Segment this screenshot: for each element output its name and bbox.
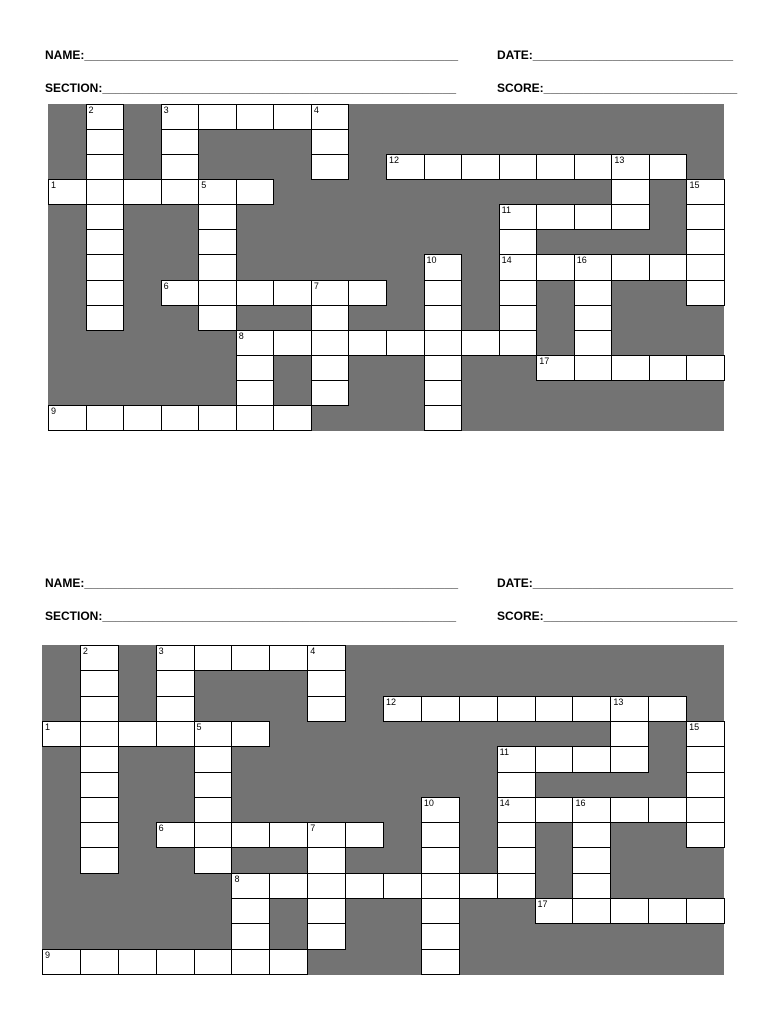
answer-cell[interactable] xyxy=(686,204,725,230)
crossword-grid xyxy=(48,104,724,430)
answer-cell[interactable] xyxy=(123,179,162,205)
answer-cell[interactable] xyxy=(80,670,119,696)
answer-cell[interactable] xyxy=(536,355,575,381)
block-cell xyxy=(536,405,574,431)
clue-number: 1 xyxy=(51,180,57,191)
score-field[interactable]: SCORE:_____________________________ xyxy=(497,81,738,95)
answer-cell[interactable] xyxy=(156,949,195,975)
answer-cell[interactable] xyxy=(611,154,650,180)
block-cell xyxy=(649,405,687,431)
answer-cell[interactable] xyxy=(611,355,650,381)
answer-cell[interactable] xyxy=(273,405,312,431)
answer-cell[interactable] xyxy=(161,154,200,180)
answer-cell[interactable] xyxy=(459,873,498,899)
block-cell xyxy=(610,949,648,975)
answer-cell[interactable] xyxy=(161,179,200,205)
answer-cell[interactable] xyxy=(535,746,574,772)
answer-cell[interactable] xyxy=(198,254,237,280)
clue-number: 9 xyxy=(51,405,57,416)
answer-cell[interactable] xyxy=(311,280,350,306)
clue-number: 3 xyxy=(163,105,169,115)
answer-cell[interactable] xyxy=(86,229,125,255)
clue-number: 5 xyxy=(196,721,202,732)
section-field[interactable]: SECTION:_____________________________________________________ xyxy=(45,81,457,95)
answer-cell[interactable] xyxy=(499,254,538,280)
answer-cell[interactable] xyxy=(86,179,125,205)
answer-cell[interactable] xyxy=(311,154,350,180)
answer-cell[interactable] xyxy=(574,254,613,280)
answer-cell[interactable] xyxy=(311,104,350,130)
answer-cell[interactable] xyxy=(345,822,384,848)
answer-cell[interactable] xyxy=(610,898,649,924)
answer-cell[interactable] xyxy=(80,847,119,873)
answer-cell[interactable] xyxy=(161,129,200,155)
answer-cell[interactable] xyxy=(572,797,611,823)
clue-number: 10 xyxy=(426,255,437,266)
answer-cell[interactable] xyxy=(118,721,157,747)
answer-cell[interactable] xyxy=(497,772,536,798)
clue-number: 17 xyxy=(539,355,550,366)
answer-cell[interactable] xyxy=(686,280,725,306)
answer-cell[interactable] xyxy=(231,923,270,949)
answer-cell[interactable] xyxy=(194,645,233,671)
answer-cell[interactable] xyxy=(686,254,725,280)
block-cell xyxy=(572,949,610,975)
answer-cell[interactable] xyxy=(307,898,346,924)
answer-cell[interactable] xyxy=(48,405,87,431)
answer-cell[interactable] xyxy=(231,645,270,671)
answer-cell[interactable] xyxy=(307,645,346,671)
clue-number: 4 xyxy=(310,646,316,656)
answer-cell[interactable] xyxy=(161,280,200,306)
answer-cell[interactable] xyxy=(194,797,233,823)
answer-cell[interactable] xyxy=(42,721,81,747)
answer-cell[interactable] xyxy=(118,949,157,975)
clue-number: 1 xyxy=(45,721,51,732)
answer-cell[interactable] xyxy=(611,204,650,230)
clue-number: 6 xyxy=(163,280,169,291)
answer-cell[interactable] xyxy=(535,696,574,722)
answer-cell[interactable] xyxy=(686,746,725,772)
answer-cell[interactable] xyxy=(80,949,119,975)
answer-cell[interactable] xyxy=(421,923,460,949)
answer-cell[interactable] xyxy=(686,229,725,255)
answer-cell[interactable] xyxy=(123,405,162,431)
answer-cell[interactable] xyxy=(80,645,119,671)
answer-cell[interactable] xyxy=(273,104,312,130)
answer-cell[interactable] xyxy=(80,822,119,848)
answer-cell[interactable] xyxy=(156,645,195,671)
answer-cell[interactable] xyxy=(649,154,688,180)
answer-cell[interactable] xyxy=(421,797,460,823)
answer-cell[interactable] xyxy=(86,104,125,130)
clue-number: 5 xyxy=(201,180,207,191)
answer-cell[interactable] xyxy=(497,797,536,823)
clue-number: 13 xyxy=(614,155,625,166)
clue-number: 2 xyxy=(88,105,94,115)
answer-cell[interactable] xyxy=(383,696,422,722)
block-cell xyxy=(386,405,424,431)
answer-cell[interactable] xyxy=(42,949,81,975)
answer-cell[interactable] xyxy=(497,847,536,873)
clue-number: 11 xyxy=(499,747,509,758)
block-cell xyxy=(611,405,649,431)
answer-cell[interactable] xyxy=(86,405,125,431)
answer-cell[interactable] xyxy=(273,330,312,356)
clue-number: 8 xyxy=(234,873,240,884)
answer-cell[interactable] xyxy=(424,330,463,356)
answer-cell[interactable] xyxy=(273,280,312,306)
answer-cell[interactable] xyxy=(461,154,500,180)
answer-cell[interactable] xyxy=(386,330,425,356)
answer-cell[interactable] xyxy=(572,746,611,772)
answer-cell[interactable] xyxy=(421,873,460,899)
crossword-grid xyxy=(42,645,724,974)
name-field[interactable]: NAME:________________________________________________________ xyxy=(45,576,459,590)
clue-number: 9 xyxy=(45,949,51,960)
answer-cell[interactable] xyxy=(269,949,308,975)
block-cell xyxy=(307,949,345,975)
block-cell xyxy=(497,949,535,975)
answer-cell[interactable] xyxy=(86,305,125,331)
answer-cell[interactable] xyxy=(421,847,460,873)
answer-cell[interactable] xyxy=(497,746,536,772)
answer-cell[interactable] xyxy=(194,822,233,848)
clue-number: 12 xyxy=(389,155,400,166)
answer-cell[interactable] xyxy=(574,280,613,306)
answer-cell[interactable] xyxy=(311,330,350,356)
clue-number: 7 xyxy=(310,823,316,834)
answer-cell[interactable] xyxy=(348,330,387,356)
answer-cell[interactable] xyxy=(80,797,119,823)
answer-cell[interactable] xyxy=(311,305,350,331)
answer-cell[interactable] xyxy=(236,355,275,381)
answer-cell[interactable] xyxy=(156,721,195,747)
answer-cell[interactable] xyxy=(649,355,688,381)
clue-number: 15 xyxy=(689,721,700,732)
answer-cell[interactable] xyxy=(421,898,460,924)
answer-cell[interactable] xyxy=(194,949,233,975)
clue-number: 4 xyxy=(313,105,319,115)
answer-cell[interactable] xyxy=(574,204,613,230)
answer-cell[interactable] xyxy=(686,772,725,798)
answer-cell[interactable] xyxy=(424,254,463,280)
answer-cell[interactable] xyxy=(610,696,649,722)
clue-number: 3 xyxy=(158,646,164,656)
answer-cell[interactable] xyxy=(236,330,275,356)
answer-cell[interactable] xyxy=(194,847,233,873)
answer-cell[interactable] xyxy=(307,847,346,873)
clue-number: 12 xyxy=(386,696,397,707)
block-cell xyxy=(345,949,383,975)
answer-cell[interactable] xyxy=(383,873,422,899)
answer-cell[interactable] xyxy=(231,949,270,975)
answer-cell[interactable] xyxy=(499,229,538,255)
clue-number: 16 xyxy=(576,255,587,266)
score-field[interactable]: SCORE:_____________________________ xyxy=(497,609,738,623)
answer-cell[interactable] xyxy=(236,104,275,130)
date-field[interactable]: DATE:______________________________ xyxy=(497,48,733,62)
answer-cell[interactable] xyxy=(86,154,125,180)
answer-cell[interactable] xyxy=(161,104,200,130)
clue-number: 16 xyxy=(575,797,586,808)
clue-number: 7 xyxy=(313,280,319,291)
answer-cell[interactable] xyxy=(686,822,725,848)
answer-cell[interactable] xyxy=(86,204,125,230)
clue-number: 2 xyxy=(82,646,88,656)
answer-cell[interactable] xyxy=(198,179,237,205)
answer-cell[interactable] xyxy=(536,254,575,280)
answer-cell[interactable] xyxy=(497,873,536,899)
answer-cell[interactable] xyxy=(497,696,536,722)
answer-cell[interactable] xyxy=(536,204,575,230)
answer-cell[interactable] xyxy=(610,721,649,747)
answer-cell[interactable] xyxy=(194,721,233,747)
answer-cell[interactable] xyxy=(499,305,538,331)
block-cell xyxy=(648,949,686,975)
answer-cell[interactable] xyxy=(80,721,119,747)
answer-cell[interactable] xyxy=(161,405,200,431)
answer-cell[interactable] xyxy=(307,696,346,722)
answer-cell[interactable] xyxy=(649,254,688,280)
answer-cell[interactable] xyxy=(198,229,237,255)
answer-cell[interactable] xyxy=(198,104,237,130)
answer-cell[interactable] xyxy=(421,822,460,848)
answer-cell[interactable] xyxy=(424,380,463,406)
answer-cell[interactable] xyxy=(236,179,275,205)
answer-cell[interactable] xyxy=(686,355,725,381)
block-cell xyxy=(686,949,724,975)
answer-cell[interactable] xyxy=(198,204,237,230)
date-field[interactable]: DATE:______________________________ xyxy=(497,576,733,590)
answer-cell[interactable] xyxy=(686,898,725,924)
clue-number: 14 xyxy=(501,255,512,266)
answer-cell[interactable] xyxy=(194,772,233,798)
answer-cell[interactable] xyxy=(80,746,119,772)
answer-cell[interactable] xyxy=(572,696,611,722)
clue-number: 8 xyxy=(238,330,244,341)
answer-cell[interactable] xyxy=(572,898,611,924)
answer-cell[interactable] xyxy=(307,822,346,848)
answer-cell[interactable] xyxy=(574,305,613,331)
answer-cell[interactable] xyxy=(231,898,270,924)
answer-cell[interactable] xyxy=(231,873,270,899)
block-cell xyxy=(686,405,724,431)
answer-cell[interactable] xyxy=(574,355,613,381)
answer-cell[interactable] xyxy=(535,898,574,924)
answer-cell[interactable] xyxy=(348,280,387,306)
answer-cell[interactable] xyxy=(574,154,613,180)
answer-cell[interactable] xyxy=(345,873,384,899)
answer-cell[interactable] xyxy=(231,822,270,848)
answer-cell[interactable] xyxy=(686,721,725,747)
answer-cell[interactable] xyxy=(156,670,195,696)
answer-cell[interactable] xyxy=(86,129,125,155)
block-cell xyxy=(348,405,386,431)
answer-cell[interactable] xyxy=(198,305,237,331)
answer-cell[interactable] xyxy=(236,405,275,431)
block-cell xyxy=(383,949,421,975)
answer-cell[interactable] xyxy=(311,129,350,155)
answer-cell[interactable] xyxy=(194,746,233,772)
answer-cell[interactable] xyxy=(269,873,308,899)
answer-cell[interactable] xyxy=(572,822,611,848)
block-cell xyxy=(574,405,612,431)
block-cell xyxy=(459,949,497,975)
answer-cell[interactable] xyxy=(198,280,237,306)
answer-cell[interactable] xyxy=(461,330,500,356)
answer-cell[interactable] xyxy=(611,179,650,205)
block-cell xyxy=(535,949,573,975)
answer-cell[interactable] xyxy=(499,280,538,306)
answer-cell[interactable] xyxy=(386,154,425,180)
answer-cell[interactable] xyxy=(307,670,346,696)
answer-cell[interactable] xyxy=(86,254,125,280)
answer-cell[interactable] xyxy=(572,873,611,899)
block-cell xyxy=(499,405,537,431)
answer-cell[interactable] xyxy=(499,330,538,356)
block-cell xyxy=(311,405,349,431)
answer-cell[interactable] xyxy=(610,797,649,823)
answer-cell[interactable] xyxy=(424,305,463,331)
answer-cell[interactable] xyxy=(86,280,125,306)
answer-cell[interactable] xyxy=(648,797,687,823)
clue-number: 17 xyxy=(537,899,548,910)
answer-cell[interactable] xyxy=(424,280,463,306)
answer-cell[interactable] xyxy=(535,797,574,823)
answer-cell[interactable] xyxy=(307,873,346,899)
clue-number: 14 xyxy=(499,797,510,808)
answer-cell[interactable] xyxy=(499,154,538,180)
clue-number: 13 xyxy=(613,696,624,707)
answer-cell[interactable] xyxy=(269,645,308,671)
answer-cell[interactable] xyxy=(424,405,463,431)
answer-cell[interactable] xyxy=(424,355,463,381)
answer-cell[interactable] xyxy=(307,923,346,949)
answer-cell[interactable] xyxy=(269,822,308,848)
answer-cell[interactable] xyxy=(198,405,237,431)
answer-cell[interactable] xyxy=(48,179,87,205)
section-field[interactable]: SECTION:_____________________________________________________ xyxy=(45,609,457,623)
answer-cell[interactable] xyxy=(156,822,195,848)
answer-cell[interactable] xyxy=(236,280,275,306)
answer-cell[interactable] xyxy=(499,204,538,230)
clue-number: 11 xyxy=(501,205,511,216)
answer-cell[interactable] xyxy=(311,355,350,381)
worksheet-bottom xyxy=(0,512,768,1024)
clue-number: 6 xyxy=(158,823,164,834)
name-field[interactable]: NAME:________________________________________________________ xyxy=(45,48,459,62)
answer-cell[interactable] xyxy=(648,696,687,722)
answer-cell[interactable] xyxy=(421,696,460,722)
answer-cell[interactable] xyxy=(536,154,575,180)
block-cell xyxy=(461,405,499,431)
answer-cell[interactable] xyxy=(236,380,275,406)
answer-cell[interactable] xyxy=(611,254,650,280)
answer-cell[interactable] xyxy=(686,797,725,823)
answer-cell[interactable] xyxy=(80,696,119,722)
answer-cell[interactable] xyxy=(572,847,611,873)
clue-number: 15 xyxy=(689,180,700,191)
answer-cell[interactable] xyxy=(574,330,613,356)
answer-cell[interactable] xyxy=(311,380,350,406)
clue-number: 10 xyxy=(423,797,434,808)
answer-cell[interactable] xyxy=(648,898,687,924)
answer-cell[interactable] xyxy=(156,696,195,722)
answer-cell[interactable] xyxy=(459,696,498,722)
answer-cell[interactable] xyxy=(421,949,460,975)
answer-cell[interactable] xyxy=(497,822,536,848)
answer-cell[interactable] xyxy=(80,772,119,798)
answer-cell[interactable] xyxy=(231,721,270,747)
answer-cell[interactable] xyxy=(610,746,649,772)
answer-cell[interactable] xyxy=(686,179,725,205)
answer-cell[interactable] xyxy=(424,154,463,180)
